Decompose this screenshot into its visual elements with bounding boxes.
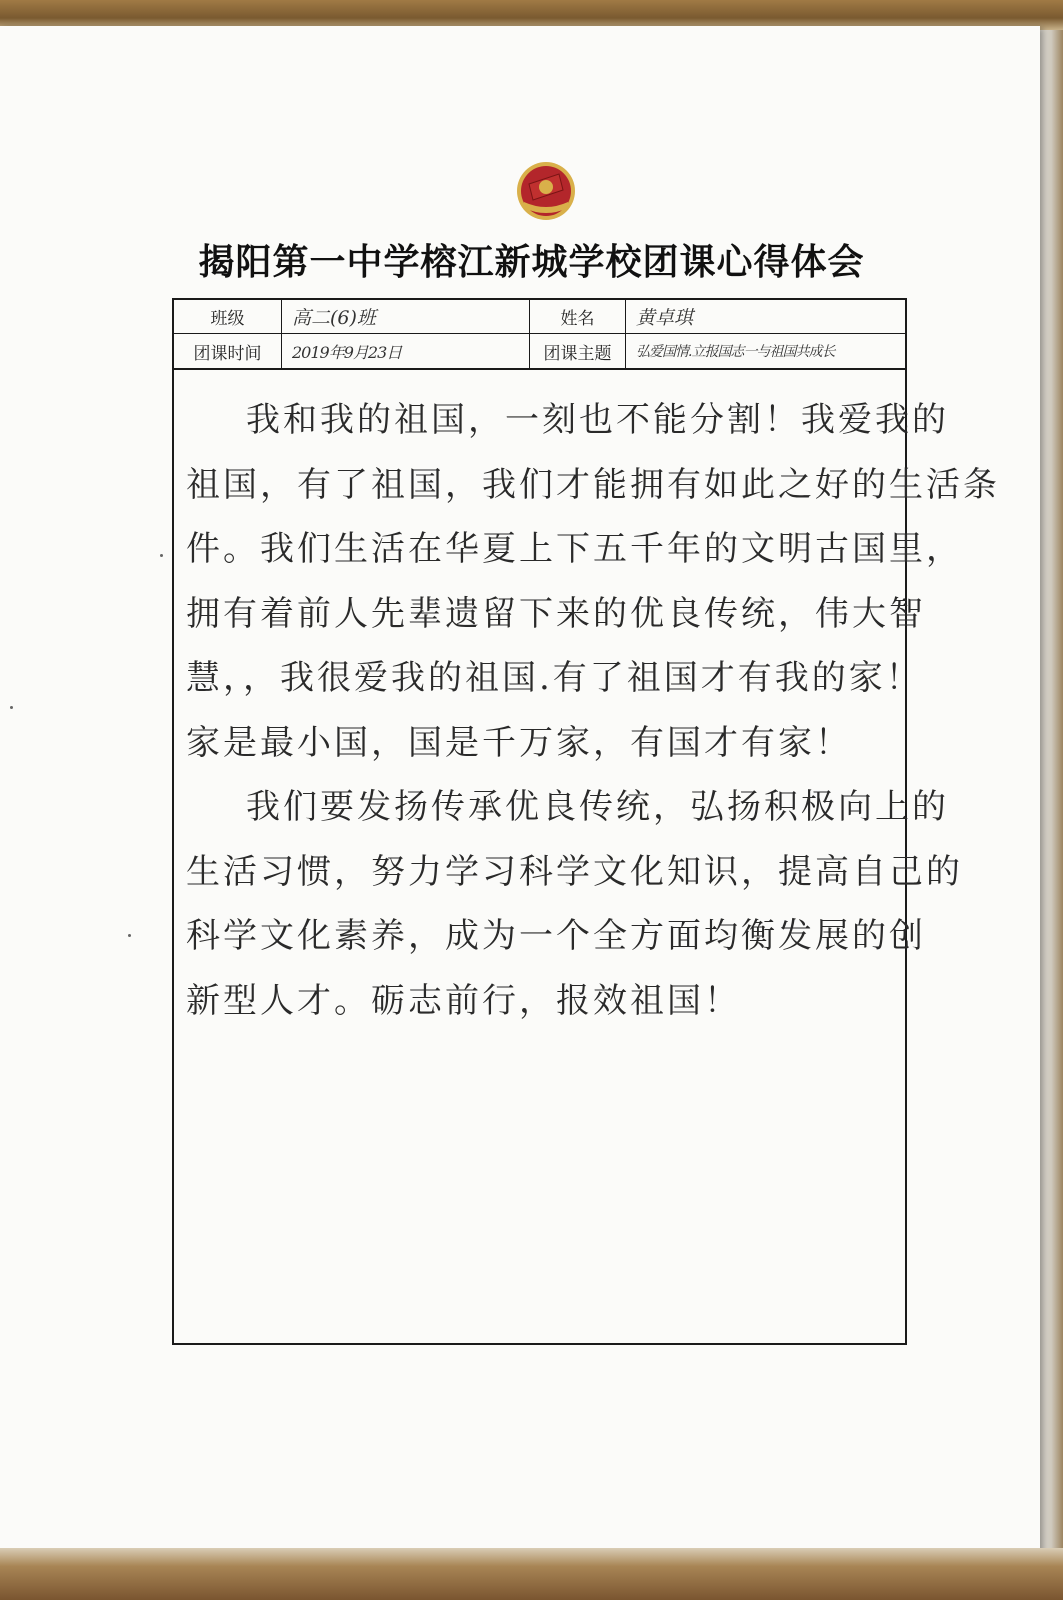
paper-speck: [128, 934, 131, 937]
body-line: 祖国，有了祖国，我们才能拥有如此之好的生活条: [186, 464, 1000, 505]
lesson-time-value: 2019年9月23日: [282, 334, 530, 368]
body-line: 慧，，我很爱我的祖国.有了祖国才有我的家！: [186, 658, 923, 698]
lesson-time-label: 团课时间: [174, 334, 282, 368]
document-title: 揭阳第一中学榕江新城学校团课心得体会: [198, 242, 865, 283]
name-label: 姓名: [530, 300, 626, 334]
class-label: 班级: [174, 300, 282, 334]
body-line: 生活习惯，努力学习科学文化知识，提高自己的: [186, 851, 963, 892]
body-line: 拥有着前人先辈遗留下来的优良传统，伟大智: [186, 593, 926, 634]
reflection-body: [186, 388, 1000, 1033]
body-line: 我们要发扬传承优良传统，弘扬积极向上的: [246, 787, 949, 827]
body-line: 新型人才。砺志前行，报效祖国！: [186, 980, 741, 1021]
body-line: 科学文化素养，成为一个全方面均衡发展的创: [186, 916, 926, 956]
class-value: 高二(6)班: [282, 300, 530, 334]
body-line: 我和我的祖国，一刻也不能分割！我爱我的: [246, 400, 949, 440]
lesson-topic-value: 弘爱国情.立报国志一与祖国共成长: [636, 344, 835, 360]
form-frame: [172, 298, 1000, 1345]
body-line: 件。我们生活在华夏上下五千年的文明古国里，: [186, 529, 963, 569]
lesson-topic-label: 团课主题: [530, 334, 626, 368]
wooden-surface-bottom: [0, 1548, 1063, 1600]
body-line: 家是最小国，国是千万家，有国才有家！: [186, 722, 852, 763]
paper-speck: [10, 706, 13, 709]
communist-youth-league-emblem-icon: [515, 160, 577, 222]
form-header-table: [174, 300, 905, 370]
name-value: 黄卓琪: [626, 300, 905, 334]
paper-speck: [160, 554, 163, 557]
